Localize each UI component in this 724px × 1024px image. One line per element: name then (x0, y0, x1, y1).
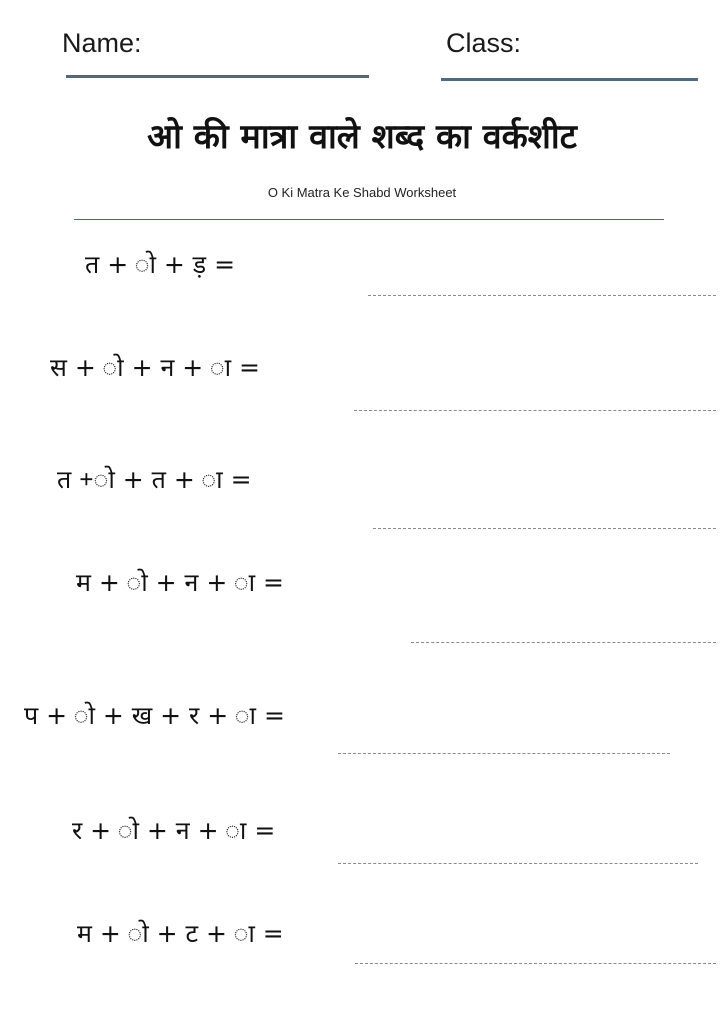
answer-line[interactable] (355, 963, 716, 964)
answer-line[interactable] (338, 863, 698, 864)
title-divider (74, 219, 664, 220)
exercise-equation: त + ो + ड़ = (85, 250, 236, 279)
answer-line[interactable] (373, 528, 716, 529)
worksheet-subtitle: O Ki Matra Ke Shabd Worksheet (267, 185, 457, 200)
answer-line[interactable] (354, 410, 716, 411)
exercise-equation: म + ो + न + ा = (76, 568, 284, 597)
exercise-equation: त +ो + त + ा = (57, 465, 252, 494)
answer-line[interactable] (368, 295, 716, 296)
exercise-equation: स + ो + न + ा = (50, 353, 260, 382)
worksheet-title: ओ की मात्रा वाले शब्द का वर्कशीट (147, 117, 577, 157)
answer-line[interactable] (338, 753, 670, 754)
class-input-line[interactable] (441, 78, 698, 81)
class-label: Class: (446, 28, 522, 58)
answer-line[interactable] (411, 642, 716, 643)
name-input-line[interactable] (66, 75, 369, 78)
exercise-equation: प + ो + ख + र + ा = (24, 701, 285, 730)
exercise-equation: म + ो + ट + ा = (77, 919, 284, 948)
name-label: Name: (62, 28, 142, 58)
exercise-equation: र + ो + न + ा = (72, 816, 276, 845)
